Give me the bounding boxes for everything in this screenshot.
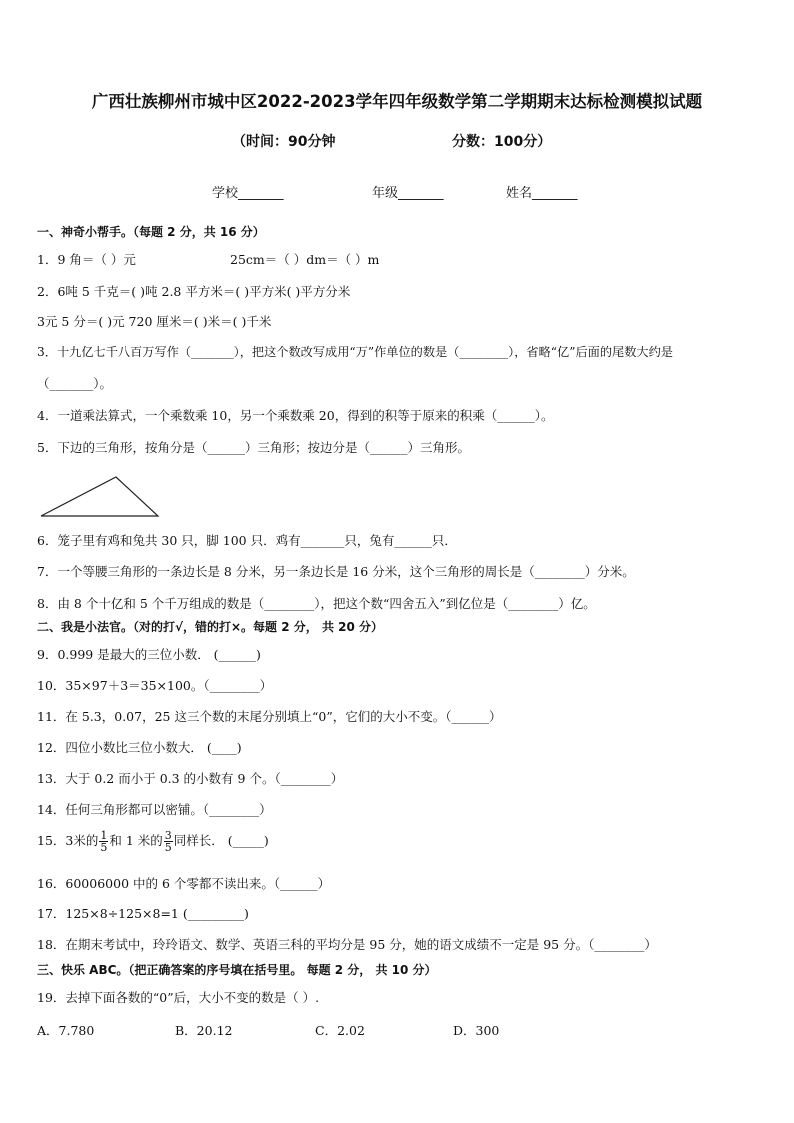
name-field: 姓名_______ <box>506 186 578 201</box>
score-label: 分数：100分） <box>452 134 552 150</box>
question-11: 11．在 5.3，0.07，25 这三个数的末尾分别填上“0”，它们的大小不变。（______） <box>37 709 502 724</box>
option-c: C．2.02 <box>315 1023 365 1038</box>
question-12: 12．四位小数比三位小数大． (____) <box>37 740 242 755</box>
option-a: A．7.780 <box>37 1023 95 1038</box>
question-18: 18．在期末考试中，玲玲语文、数学、英语三科的平均分是 95 分，她的语文成绩不一定是 95 分。（________） <box>37 937 657 952</box>
question-2b: 3元 5 分＝( )元 720 厘米＝( )米＝( )千米 <box>37 314 272 329</box>
question-19: 19．去掉下面各数的“0”后，大小不变的数是（ ）. <box>37 990 320 1005</box>
triangle-figure <box>40 476 160 518</box>
question-6: 6．笼子里有鸡和兔共 30 只，脚 100 只．鸡有_______只，兔有______只． <box>37 533 457 548</box>
q15-prefix: 15．3米的 <box>37 833 99 848</box>
fraction-numerator: 3 <box>164 829 172 842</box>
question-3a: 3．十九亿七千八百万写作（_______），把这个数改写成用“万”作单位的数是（________），省略“亿”后面的尾数大约是 <box>37 345 673 359</box>
option-b: B．20.12 <box>175 1023 233 1038</box>
question-14: 14．任何三角形都可以密铺。（________） <box>37 802 272 817</box>
question-16: 16．60006000 中的 6 个零都不读出来。（______） <box>37 876 331 891</box>
question-2a: 2．6吨 5 千克＝( )吨 2.8 平方米＝( )平方米( )平方分米 <box>37 284 351 299</box>
question-10: 10．35×97＋3＝35×100。（________） <box>37 678 273 693</box>
time-label: （时间：90分钟 <box>232 134 336 150</box>
section1-heading: 一、神奇小帮手。（每题 2 分，共 16 分） <box>37 225 265 239</box>
question-4: 4．一道乘法算式，一个乘数乘 10，另一个乘数乘 20，得到的积等于原来的积乘（______）。 <box>37 408 554 423</box>
section3-heading: 三、快乐 ABC。（把正确答案的序号填在括号里。 每题 2 分， 共 10 分） <box>37 963 437 977</box>
question-3b: （_______）。 <box>37 376 113 391</box>
q15-suffix: 同样长． (_____) <box>173 833 269 848</box>
fraction-denominator: 5 <box>164 841 172 854</box>
question-15 <box>37 830 269 853</box>
fraction-denominator: 5 <box>100 841 108 854</box>
fraction-three-fifths <box>164 830 173 853</box>
grade-field: 年级_______ <box>372 186 444 201</box>
school-field: 学校_______ <box>212 186 284 201</box>
fraction-numerator: 1 <box>100 829 108 842</box>
question-5: 5．下边的三角形，按角分是（______）三角形；按边分是（______）三角形。 <box>37 440 470 455</box>
question-1a: 1．9 角＝（ ）元 <box>37 252 136 267</box>
question-13: 13．大于 0.2 而小于 0.3 的小数有 9 个。（________） <box>37 771 344 786</box>
section2-heading: 二、我是小法官。（对的打√，错的打×。每题 2 分， 共 20 分） <box>37 620 383 634</box>
question-7: 7．一个等腰三角形的一条边长是 8 分米，另一条边长是 16 分米，这个三角形的周长是（________）分米。 <box>37 564 635 579</box>
question-8: 8．由 8 个十亿和 5 个千万组成的数是（________），把这个数“四舍五入”到亿位是（________）亿。 <box>37 596 596 611</box>
fraction-one-fifth <box>99 830 108 853</box>
question-9: 9．0.999 是最大的三位小数． (______) <box>37 647 261 662</box>
q15-middle: 和 1 米的 <box>109 833 163 848</box>
exam-title: 广西壮族柳州市城中区2022-2023学年四年级数学第二学期期末达标检测模拟试题 <box>91 92 703 111</box>
option-d: D．300 <box>453 1023 500 1038</box>
question-1b: 25cm＝（ ）dm＝（ ）m <box>230 252 380 267</box>
question-17: 17．125×8÷125×8=1 (_________) <box>37 906 249 921</box>
